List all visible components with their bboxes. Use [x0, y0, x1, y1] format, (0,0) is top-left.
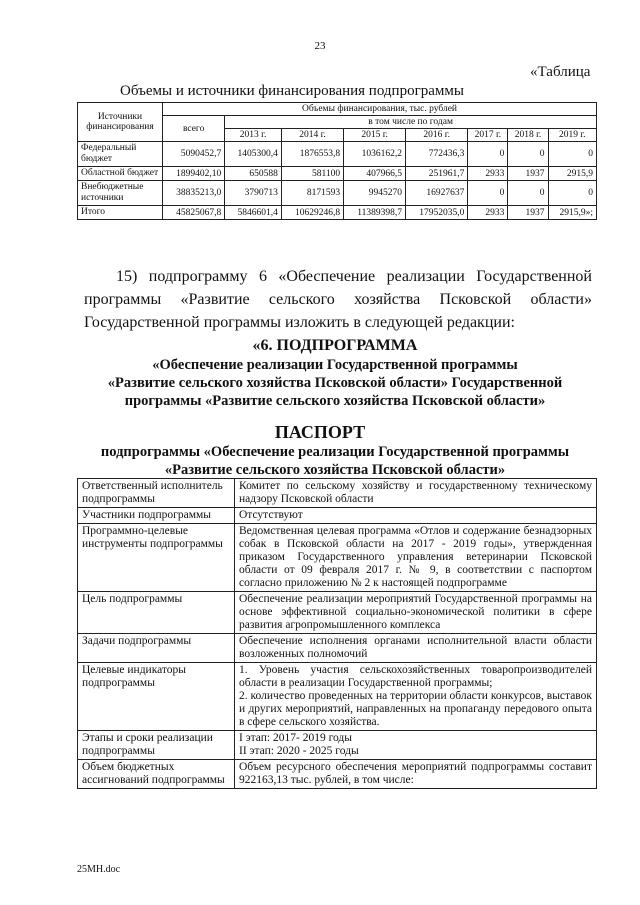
- indicator-1: 1. Уровень участия сельскохозяйственных товаропроизводителей области в реализации Государственной программы;: [239, 664, 592, 689]
- cell: 17952035,0: [406, 206, 468, 220]
- paragraph-15: [84, 265, 592, 334]
- subprogram-heading-line1: «6. ПОДПРОГРАММА: [252, 337, 418, 354]
- row-label: Федеральный бюджет: [78, 142, 163, 167]
- page-number: 23: [314, 40, 326, 52]
- cell: 0: [548, 181, 596, 206]
- footer-filename: 25МН.doc: [77, 864, 121, 875]
- head-total: всего: [163, 116, 225, 142]
- passport-label: Цель подпрограммы: [78, 592, 235, 634]
- year-header: 2015 г.: [344, 129, 406, 142]
- paragraph-15-text: 15) подпрограмму 6 «Обеспечение реализации Государственной программы «Развитие сельского хозяйства Псковской области» Государственной программы изложить в следующей редакции:: [84, 268, 592, 331]
- cell: 1876553,8: [281, 142, 343, 167]
- cell: 581100: [281, 167, 343, 181]
- passport-value: [235, 663, 597, 731]
- row-label: Внебюджетные источники: [78, 181, 163, 206]
- cell: 2933: [468, 206, 508, 220]
- row-label: Итого: [78, 206, 163, 220]
- cell: 0: [508, 181, 548, 206]
- cell: 0: [548, 142, 596, 167]
- year-header: 2017 г.: [468, 129, 508, 142]
- cell: 2915,9»;: [548, 206, 596, 220]
- passport-value: Отсутствуют: [235, 508, 597, 524]
- cell: 11389398,7: [344, 206, 406, 220]
- passport-title: ПАСПОРТ: [274, 422, 366, 442]
- passport-label: Целевые индикаторы подпрограммы: [78, 663, 235, 731]
- cell: 650588: [225, 167, 282, 181]
- passport-label: Этапы и сроки реализации подпрограммы: [78, 731, 235, 760]
- stage-1: I этап: 2017- 2019 годы: [239, 732, 352, 744]
- table-row: [78, 524, 597, 592]
- cell: 3790713: [225, 181, 282, 206]
- cell: 407966,5: [344, 167, 406, 181]
- head-by-year: в том числе по годам: [225, 116, 597, 129]
- table-row: [78, 760, 597, 789]
- finance-table-title: Объемы и источники финансирования подпрограммы: [120, 83, 464, 99]
- year-header: 2018 г.: [508, 129, 548, 142]
- head-volumes: Объемы финансирования, тыс. рублей: [163, 103, 597, 116]
- passport-label: Объем бюджетных ассигнований подпрограммы: [78, 760, 235, 789]
- head-source: Источники финансирования: [78, 103, 163, 142]
- passport-label: Участники подпрограммы: [78, 508, 235, 524]
- subprogram-heading-line2: «Обеспечение реализации Государственной программы: [152, 357, 518, 373]
- table-row: [78, 142, 597, 167]
- subprogram-heading-line4: программы «Развитие сельского хозяйства Псковской области»: [124, 393, 546, 409]
- passport-value: [235, 731, 597, 760]
- cell: 772436,3: [406, 142, 468, 167]
- cell: 9945270: [344, 181, 406, 206]
- passport-value: Обеспечение реализации мероприятий Государственной программы на основе эффективной социально-экономической политики в сфере развития агропромышленного комплекса: [235, 592, 597, 634]
- passport-value: Объем ресурсного обеспечения мероприятий подпрограммы составит 922163,13 тыс. рублей, в том числе:: [235, 760, 597, 789]
- cell: 0: [508, 142, 548, 167]
- passport-subtitle-line2: «Развитие сельского хозяйства Псковской области»: [164, 462, 506, 478]
- stage-2: II этап: 2020 - 2025 годы: [239, 745, 359, 757]
- cell: 1405300,4: [225, 142, 282, 167]
- cell: 2915,9: [548, 167, 596, 181]
- cell: 10629246,8: [281, 206, 343, 220]
- cell: 5846601,4: [225, 206, 282, 220]
- table-row: [78, 508, 597, 524]
- table-marker: «Таблица: [530, 64, 591, 80]
- passport-value: Комитет по сельскому хозяйству и государственному техническому надзору Псковской области: [235, 479, 597, 508]
- cell: 0: [468, 142, 508, 167]
- cell: 1937: [508, 167, 548, 181]
- cell: 16927637: [406, 181, 468, 206]
- table-row: [78, 634, 597, 663]
- table-row: [78, 167, 597, 181]
- passport-label: Программно-целевые инструменты подпрограммы: [78, 524, 235, 592]
- cell: 2933: [468, 167, 508, 181]
- year-header: 2016 г.: [406, 129, 468, 142]
- cell: 1899402,10: [163, 167, 225, 181]
- finance-table: [77, 102, 597, 220]
- year-header: 2013 г.: [225, 129, 282, 142]
- cell: 251961,7: [406, 167, 468, 181]
- cell: 0: [468, 181, 508, 206]
- table-row: [78, 731, 597, 760]
- table-row: [78, 206, 597, 220]
- cell: 8171593: [281, 181, 343, 206]
- indicator-2: 2. количество проведенных на территории области конкурсов, выставок и других мероприятий, направленных на пропаганду передового опыта в сфере сельского хозяйства.: [239, 690, 592, 728]
- year-header: 2019 г.: [548, 129, 596, 142]
- table-row: [78, 592, 597, 634]
- passport-subtitle-line1: подпрограммы «Обеспечение реализации Государственной программы: [100, 444, 570, 460]
- year-header: 2014 г.: [281, 129, 343, 142]
- cell: 38835213,0: [163, 181, 225, 206]
- subprogram-heading-line3: «Развитие сельского хозяйства Псковской области» Государственной: [107, 375, 563, 391]
- passport-table: [77, 478, 597, 789]
- cell: 1036162,2: [344, 142, 406, 167]
- cell: 5090452,7: [163, 142, 225, 167]
- table-row: [78, 181, 597, 206]
- cell: 45825067,8: [163, 206, 225, 220]
- passport-subtitle: [70, 443, 600, 479]
- passport-label: Задачи подпрограммы: [78, 634, 235, 663]
- passport-label: Ответственный исполнитель подпрограммы: [78, 479, 235, 508]
- passport-value: Обеспечение исполнения органами исполнительной власти области возложенных полномочий: [235, 634, 597, 663]
- cell: 1937: [508, 206, 548, 220]
- table-row: [78, 479, 597, 508]
- row-label: Областной бюджет: [78, 167, 163, 181]
- table-row: [78, 663, 597, 731]
- passport-value: Ведомственная целевая программа «Отлов и содержание безнадзорных собак в Псковской области на 2017 - 2019 годы», утвержденная приказом Государственного управления ветеринарии Псковской области от 09 февраля 2017 г. № 9, в соответствии с паспортом согласно приложению № 2 к настоящей подпрограмме: [235, 524, 597, 592]
